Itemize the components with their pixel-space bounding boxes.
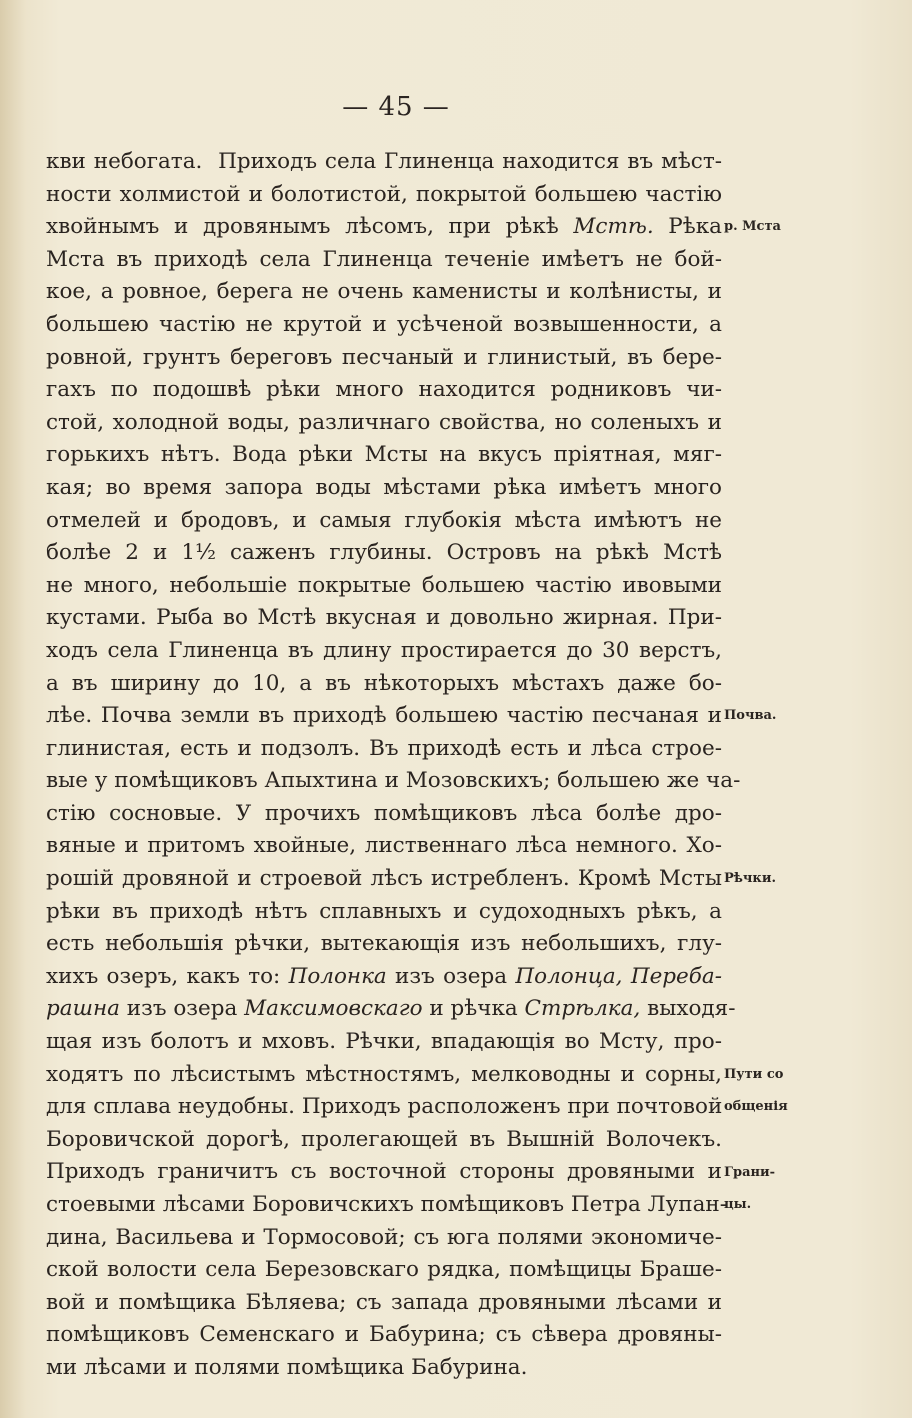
italic-text: Полонца, Переба- [515, 963, 722, 989]
text-run: хихъ озеръ, какъ то: [46, 963, 289, 989]
text-run: рошій дровяной и строевой лѣсъ истребленъ. Кромѣ Мсты [46, 866, 722, 892]
text-run: кустами. Рыба во Мстѣ вкусная и довольно жирная. При- [46, 605, 722, 631]
text-line [46, 1352, 722, 1385]
text-line [46, 374, 722, 407]
text-line [46, 830, 722, 863]
text-run: дина, Васильева и Тормосовой; съ юга полями экономиче- [46, 1224, 722, 1250]
margin-note: р. Мста [724, 219, 781, 235]
text-run: Приходъ граничитъ съ восточной стороны дровяными и [46, 1159, 722, 1185]
text-line [46, 1222, 722, 1255]
text-line [46, 276, 722, 309]
text-line [46, 733, 722, 766]
text-line [46, 244, 722, 277]
text-run: гахъ по подошвѣ рѣки много находится родниковъ чи- [46, 377, 722, 403]
text-run: вяные и притомъ хвойные, лиственнаго лѣса немного. Хо- [46, 833, 722, 859]
text-run: кви небогата. Приходъ села Глиненца находится въ мѣст- [46, 149, 722, 174]
text-run: отмелей и бродовъ, и самыя глубокія мѣста имѣютъ не [46, 507, 722, 533]
text-line [46, 765, 741, 798]
text-line [46, 1189, 728, 1222]
text-run: изъ озера [386, 963, 516, 989]
text-run: Боровичской дорогѣ, пролегающей въ Вышній Волочекъ. [46, 1126, 722, 1152]
text-line [46, 1319, 722, 1352]
italic-text: Максимовскаго [244, 996, 423, 1022]
text-run: стой, холодной воды, различнаго свойства, но соленыхъ и [46, 409, 722, 435]
text-run: ской волости села Березовскаго рядка, помѣщицы Браше- [46, 1257, 722, 1283]
text-line [46, 1124, 722, 1157]
text-line [46, 961, 722, 994]
text-run: для сплава неудобны. Приходъ расположенъ при почтовой [46, 1094, 723, 1120]
text-line [46, 635, 722, 668]
italic-text: Мстѣ. [573, 214, 654, 240]
text-line [46, 537, 722, 570]
text-run: стоевыми лѣсами Боровичскихъ помѣщиковъ Петра Лупан- [46, 1192, 728, 1217]
margin-note: общенія [724, 1099, 788, 1115]
text-run: болѣе 2 и 1½ саженъ глубины. Островъ на рѣкѣ Мстѣ [46, 540, 722, 566]
text-line [46, 1091, 722, 1124]
text-line [46, 668, 722, 701]
text-run: кое, а ровное, берега не очень каменисты и колѣнисты, и [46, 279, 722, 305]
text-run: кая; во время запора воды мѣстами рѣка имѣетъ много [46, 474, 722, 500]
text-run: глинистая, есть и подзолъ. Въ приходѣ есть и лѣса строе- [46, 735, 722, 761]
text-line [46, 1026, 722, 1059]
text-line [46, 505, 722, 538]
text-run: хвойнымъ и дровянымъ лѣсомъ, при рѣкѣ [46, 214, 574, 240]
text-line [46, 896, 722, 929]
text-run: изъ озера [119, 996, 245, 1022]
text-run: ровной, грунтъ береговъ песчаный и глинистый, въ бере- [46, 344, 722, 370]
italic-text: рашна [46, 996, 120, 1022]
text-line [46, 570, 722, 603]
italic-text: Полонка [288, 963, 387, 989]
text-run: ности холмистой и болотистой, покрытой большею частію [46, 181, 722, 207]
text-run: ми лѣсами и полями помѣщика Бабурина. [46, 1354, 528, 1380]
margin-note: Грани- [724, 1164, 776, 1180]
text-line [46, 407, 722, 440]
text-line [46, 439, 722, 472]
text-run: стію сосновые. У прочихъ помѣщиковъ лѣса болѣе дро- [46, 800, 722, 826]
body-text [46, 146, 741, 1385]
text-run: Мста въ приходѣ села Глиненца теченіе имѣетъ не бой- [46, 246, 722, 272]
text-run: горькихъ нѣтъ. Вода рѣки Мсты на вкусъ пріятная, мяг- [46, 442, 722, 468]
text-run: ходятъ по лѣсистымъ мѣстностямъ, мелководны и сорны, [46, 1061, 722, 1087]
text-line [46, 700, 722, 733]
text-run: не много, небольшіе покрытые большею частію ивовыми [46, 572, 722, 598]
text-line [46, 472, 722, 505]
text-line [46, 863, 722, 896]
text-run: большею частію не крутой и усѣченой возвышенности, а [46, 311, 722, 337]
text-line [46, 602, 722, 635]
text-line [46, 1059, 722, 1092]
text-run: вой и помѣщика Бѣляева; съ запада дровяными лѣсами и [46, 1289, 722, 1315]
margin-note: цы. [724, 1197, 752, 1213]
margin-note: Почва. [724, 708, 777, 724]
text-line [46, 211, 722, 244]
text-run: лѣе. Почва земли въ приходѣ большею частію песчаная и [46, 703, 722, 729]
text-run: помѣщиковъ Семенскаго и Бабурина; съ сѣвера дровяны- [46, 1322, 722, 1348]
margin-note: Пути со [724, 1066, 784, 1082]
text-line [46, 928, 722, 961]
text-run: рѣки въ приходѣ нѣтъ сплавныхъ и судоходныхъ рѣкъ, а [46, 898, 722, 924]
text-run: ходъ села Глиненца въ длину простирается до 30 верстъ, [46, 637, 722, 663]
text-line [46, 1287, 722, 1320]
text-run: Рѣка [653, 214, 722, 240]
page-number: — 45 — [342, 92, 450, 122]
text-line [46, 1254, 722, 1287]
text-line [46, 342, 722, 375]
text-run: есть небольшія рѣчки, вытекающія изъ небольшихъ, глу- [46, 931, 722, 957]
text-run: и рѣчка [422, 996, 525, 1022]
text-line [46, 179, 722, 212]
italic-text: Стрѣлка, [524, 996, 641, 1022]
text-run: щая изъ болотъ и мховъ. Рѣчки, впадающія во Мсту, про- [46, 1029, 722, 1055]
text-line [46, 1156, 722, 1189]
text-line [46, 993, 736, 1026]
text-run: вые у помѣщиковъ Апыхтина и Мозовскихъ; большею же ча- [46, 768, 741, 794]
margin-note: Рѣчки. [724, 871, 776, 887]
text-run: а въ ширину до 10, а въ нѣкоторыхъ мѣстахъ даже бо- [46, 670, 722, 696]
text-run: выходя- [640, 996, 736, 1022]
text-line [46, 309, 722, 342]
text-line [46, 798, 722, 831]
text-line [46, 146, 722, 179]
